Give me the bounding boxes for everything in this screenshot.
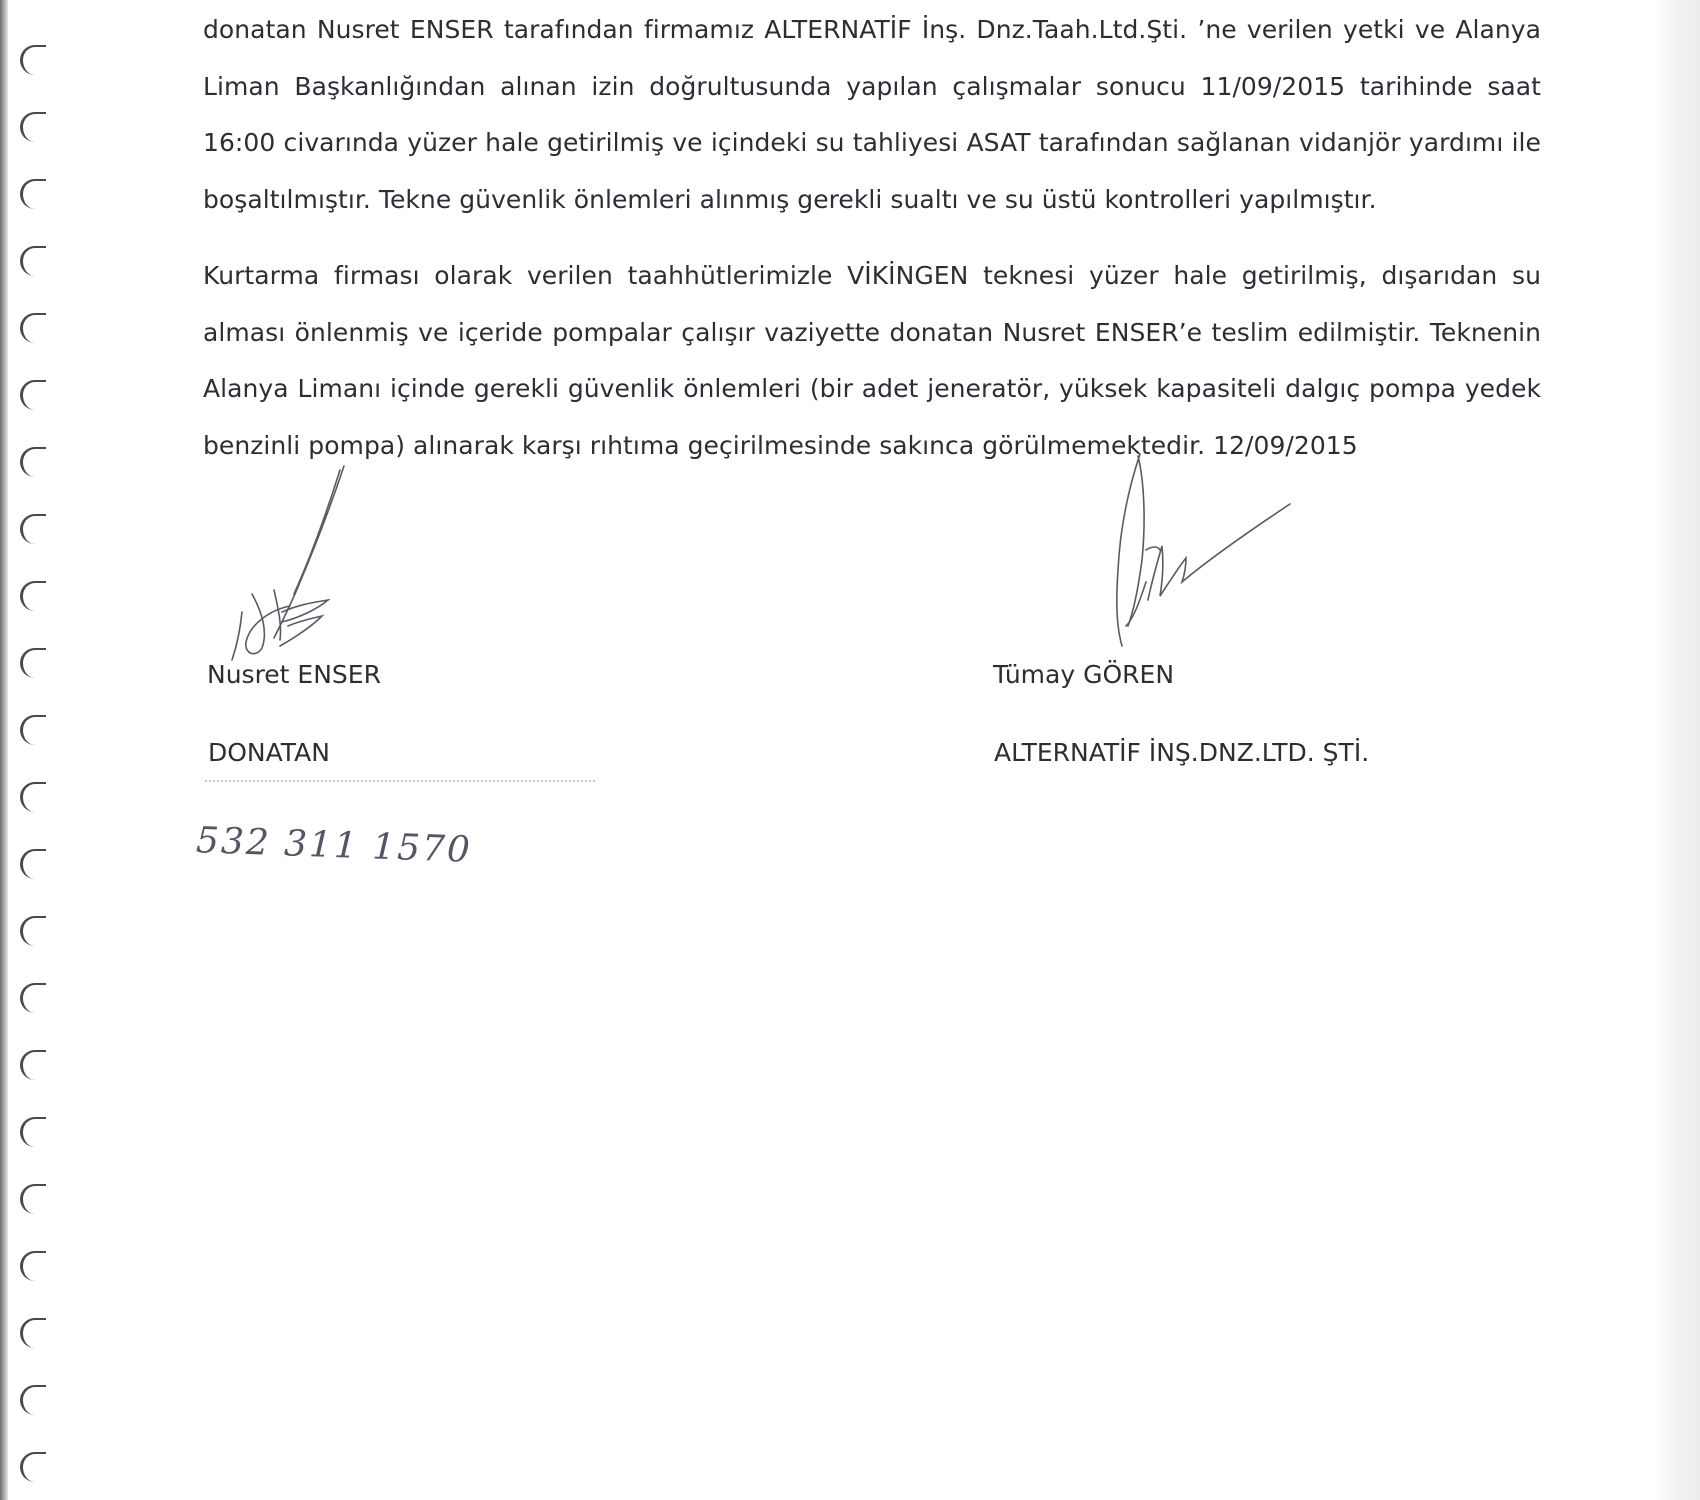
binding-hole — [20, 983, 46, 1013]
binding-hole — [20, 648, 46, 678]
signatory-right-company: ALTERNATİF İNŞ.DNZ.LTD. ŞTİ. — [994, 738, 1370, 767]
binding-hole — [20, 1050, 46, 1080]
signature-right — [1098, 450, 1298, 660]
binding-hole — [20, 782, 46, 812]
signature-left — [222, 462, 352, 662]
signatory-left-name: Nusret ENSER — [207, 660, 381, 689]
binding-hole — [20, 179, 46, 209]
binding-hole — [20, 246, 46, 276]
binding-hole — [20, 514, 46, 544]
binding-hole — [20, 715, 46, 745]
body-paragraph-2: Kurtarma firması olarak verilen taahhütlerimizle VİKİNGEN teknesi yüzer hale getirilmiş, dışarıdan su alması önlenmiş ve içeride pompalar çalışır vaziyette donatan Nusret ENSER’e teslim edilmiştir. Teknenin Alanya Limanı içinde gerekli güvenlik önlemleri (bir adet jeneratör, yüksek kapasiteli dalgıç pompa yedek benzinli pompa) alınarak karşı rıhtıma geçirilmesinde sakınca görülmemektedir. 12/09/2015 — [203, 261, 1541, 460]
binding-hole — [20, 380, 46, 410]
binding-hole — [20, 1385, 46, 1415]
binding-hole — [20, 1452, 46, 1482]
binding-hole — [20, 916, 46, 946]
binding-hole — [20, 1251, 46, 1281]
binding-hole — [20, 1318, 46, 1348]
binding-hole — [20, 45, 46, 75]
binding-holes — [10, 0, 60, 1500]
handwritten-phone-number: 532 311 1570 — [195, 820, 473, 871]
body-paragraph-1: donatan Nusret ENSER tarafından firmamız ALTERNATİF İnş. Dnz.Taah.Ltd.Şti. ’ne verilen yetki ve Alanya Liman Başkanlığından alınan izin doğrultusunda yapılan çalışmalar sonucu 11/09/2015 tarihinde saat 16:00 civarında yüzer hale getirilmiş ve içindeki su tahliyesi ASAT tarafından sağlanan vidanjör yardımı ile boşaltılmıştır. Tekne güvenlik önlemleri alınmış gerekli sualtı ve su üstü kontrolleri yapılmıştır. — [203, 15, 1541, 214]
binding-hole — [20, 112, 46, 142]
binding-hole — [20, 1117, 46, 1147]
binding-hole — [20, 447, 46, 477]
binding-hole — [20, 1184, 46, 1214]
binding-edge — [0, 0, 8, 1500]
signatory-right-name: Tümay GÖREN — [993, 660, 1175, 689]
binding-hole — [20, 313, 46, 343]
binding-hole — [20, 581, 46, 611]
binding-hole — [20, 849, 46, 879]
scan-artifact-line — [205, 780, 595, 782]
scan-shadow — [1652, 0, 1700, 1500]
signatory-left-title: DONATAN — [208, 738, 330, 767]
